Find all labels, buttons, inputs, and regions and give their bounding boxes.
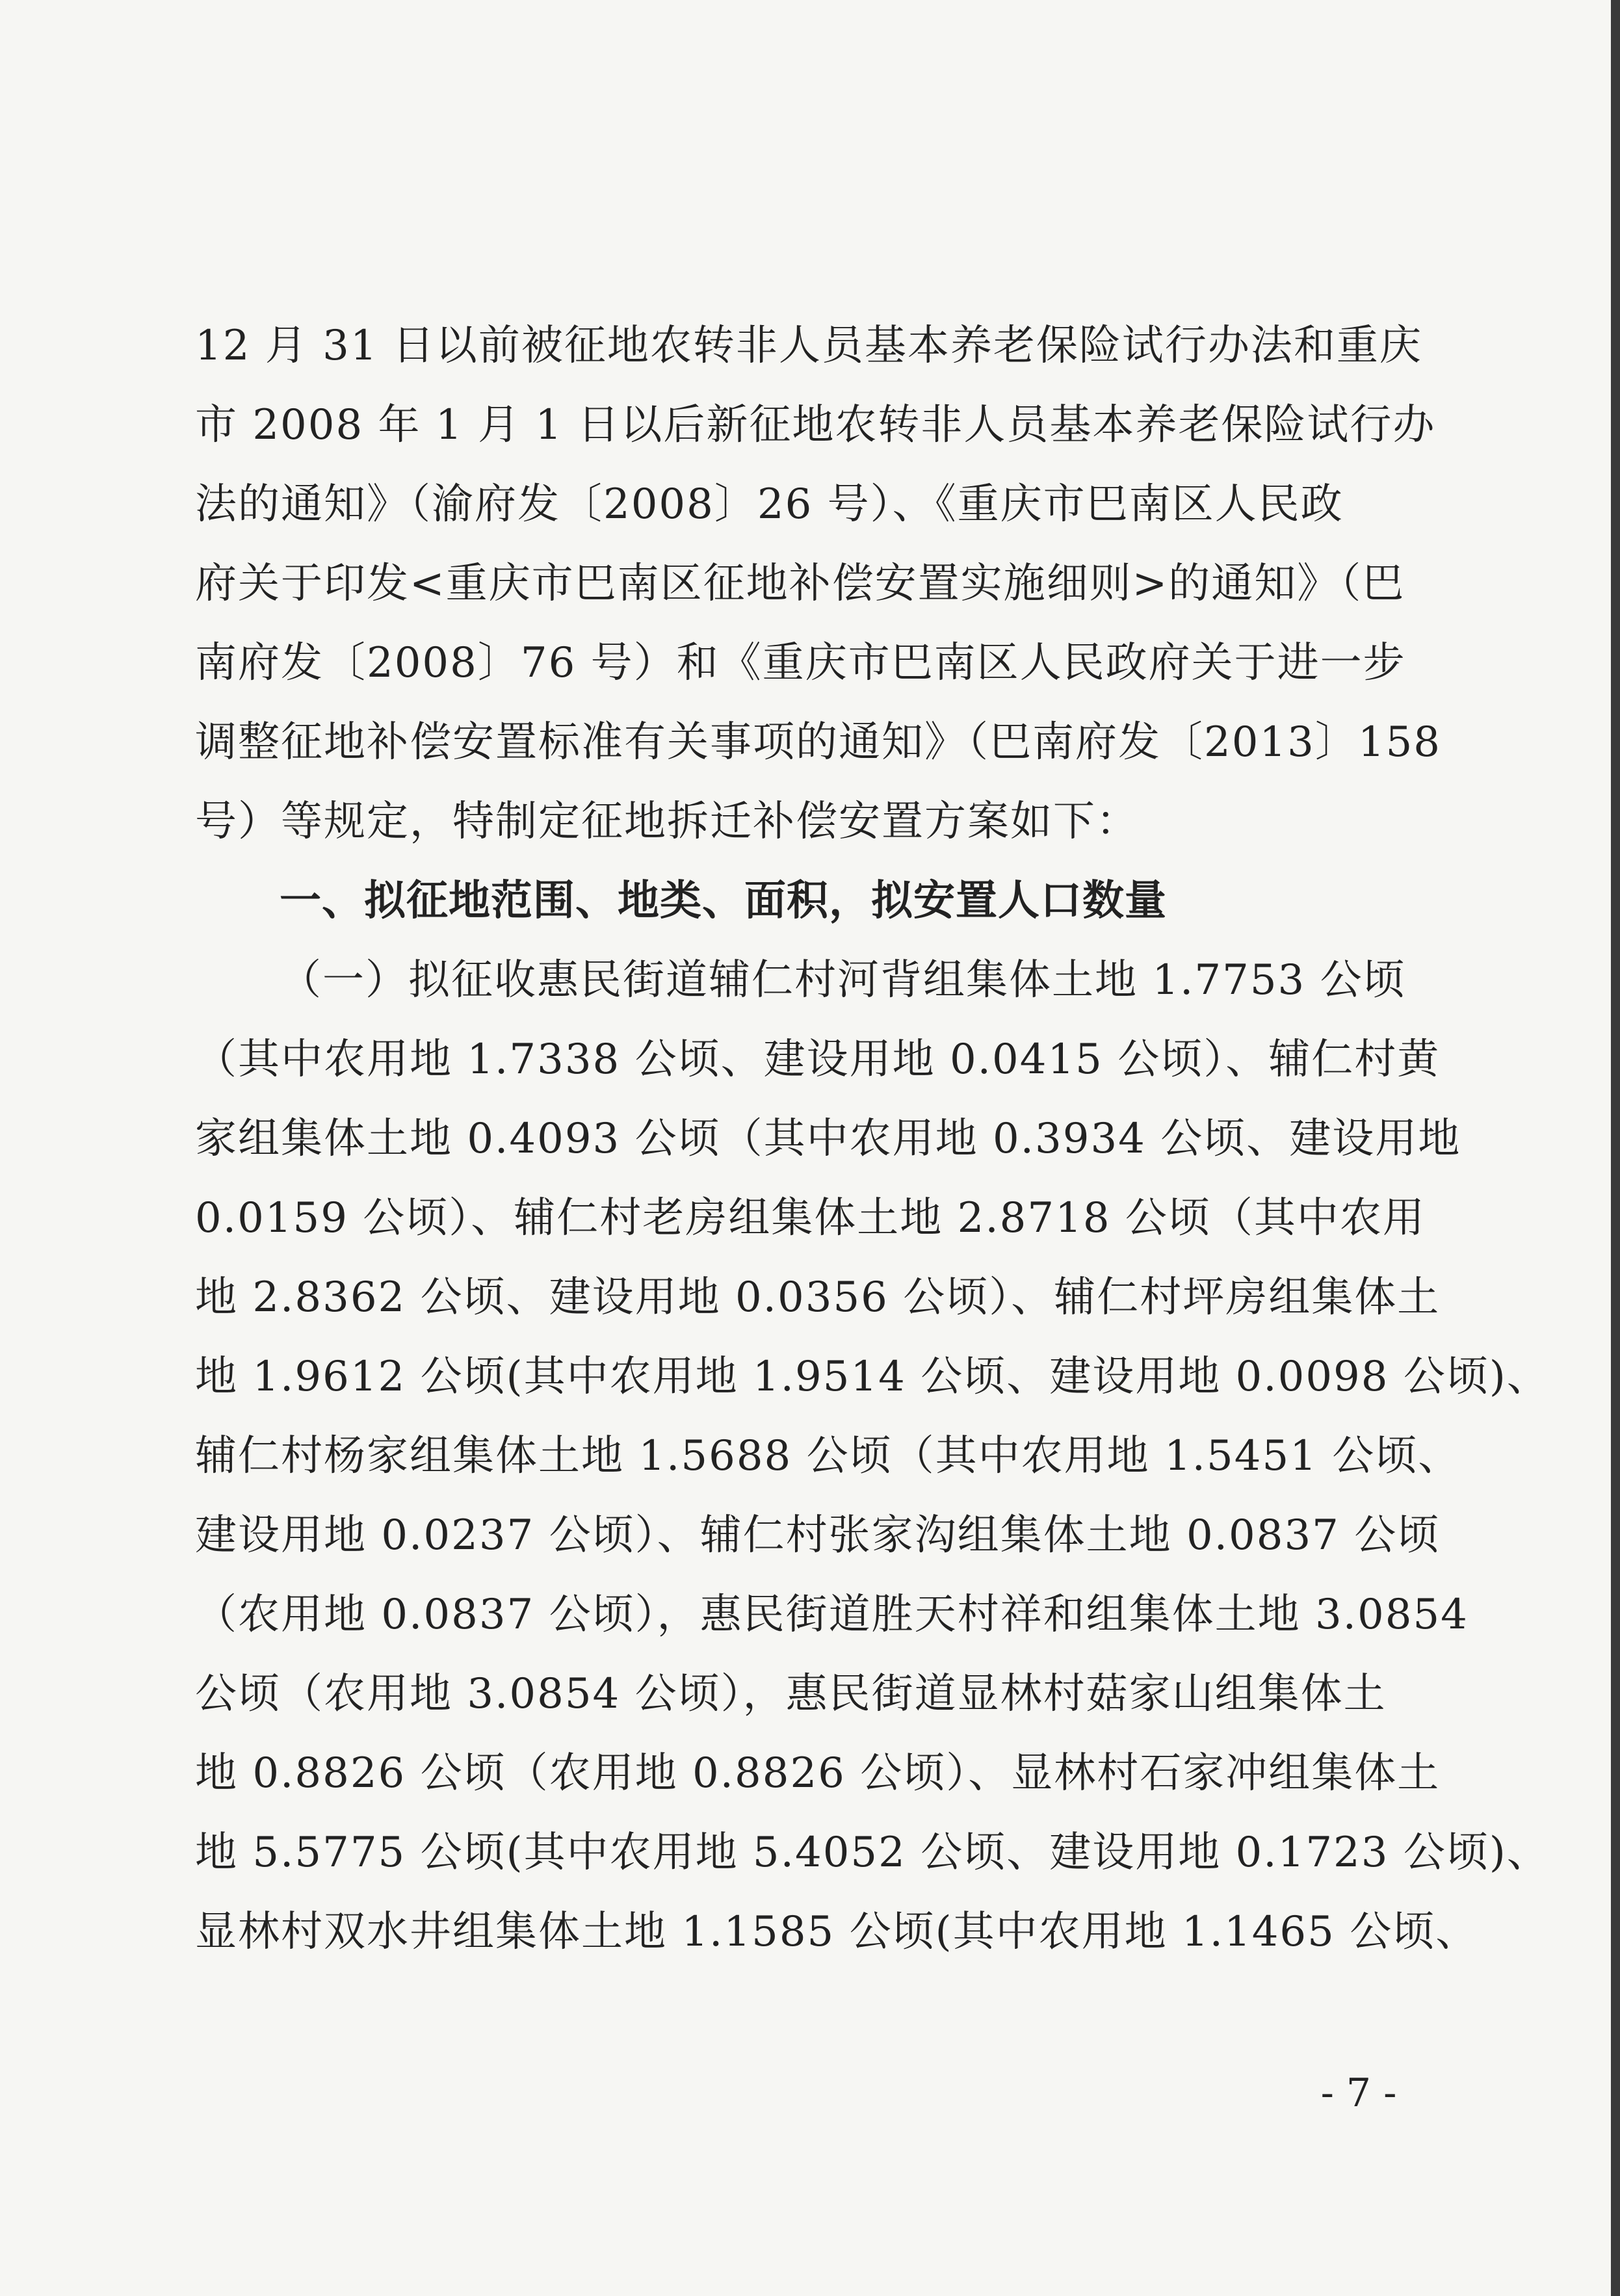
- text-line: 辅仁村杨家组集体土地 1.5688 公顷（其中农用地 1.5451 公顷、: [195, 1432, 1461, 1480]
- text-line: 市 2008 年 1 月 1 日以后新征地农转非人员基本养老保险试行办: [195, 401, 1436, 449]
- text-line: （一）拟征收惠民街道辅仁村河背组集体土地 1.7753 公顷: [280, 956, 1406, 1004]
- text-line: 显林村双水井组集体土地 1.1585 公顷(其中农用地 1.1465 公顷、: [195, 1908, 1479, 1956]
- text-line: 法的通知》（渝府发〔2008〕26 号）、《重庆市巴南区人民政: [195, 480, 1344, 528]
- text-line: 地 2.8362 公顷、建设用地 0.0356 公顷）、辅仁村坪房组集体土: [195, 1273, 1441, 1322]
- text-line: 地 1.9612 公顷(其中农用地 1.9514 公顷、建设用地 0.0098 公顷)、: [195, 1353, 1550, 1401]
- page-number: - 7 -: [1320, 2070, 1397, 2116]
- text-line: 公顷（农用地 3.0854 公顷），惠民街道显林村菇家山组集体土: [195, 1670, 1387, 1718]
- text-line: 地 0.8826 公顷（农用地 0.8826 公顷）、显林村石家冲组集体土: [195, 1749, 1441, 1797]
- text-line: 号）等规定，特制定征地拆迁补偿安置方案如下：: [195, 798, 1139, 846]
- text-line: 建设用地 0.0237 公顷）、辅仁村张家沟组集体土地 0.0837 公顷: [195, 1511, 1441, 1559]
- text-line: 家组集体土地 0.4093 公顷（其中农用地 0.3934 公顷、建设用地: [195, 1115, 1461, 1163]
- text-line: （其中农用地 1.7338 公顷、建设用地 0.0415 公顷）、辅仁村黄: [195, 1036, 1441, 1084]
- text-line: 调整征地补偿安置标准有关事项的通知》（巴南府发〔2013〕158: [195, 718, 1442, 766]
- scan-edge: [1611, 0, 1620, 2296]
- text-line: 12 月 31 日以前被征地农转非人员基本养老保险试行办法和重庆: [195, 322, 1422, 370]
- section-heading: 一、拟征地范围、地类、面积，拟安置人口数量: [280, 877, 1167, 925]
- text-line: 地 5.5775 公顷(其中农用地 5.4052 公顷、建设用地 0.1723 公顷)、: [195, 1829, 1550, 1877]
- text-line: 府关于印发<重庆市巴南区征地补偿安置实施细则>的通知》（巴: [195, 560, 1405, 608]
- text-line: 0.0159 公顷）、辅仁村老房组集体土地 2.8718 公顷（其中农用: [195, 1194, 1426, 1242]
- text-line: 南府发〔2008〕76 号）和《重庆市巴南区人民政府关于进一步: [195, 639, 1406, 687]
- text-line: （农用地 0.0837 公顷），惠民街道胜天村祥和组集体土地 3.0854: [195, 1591, 1469, 1639]
